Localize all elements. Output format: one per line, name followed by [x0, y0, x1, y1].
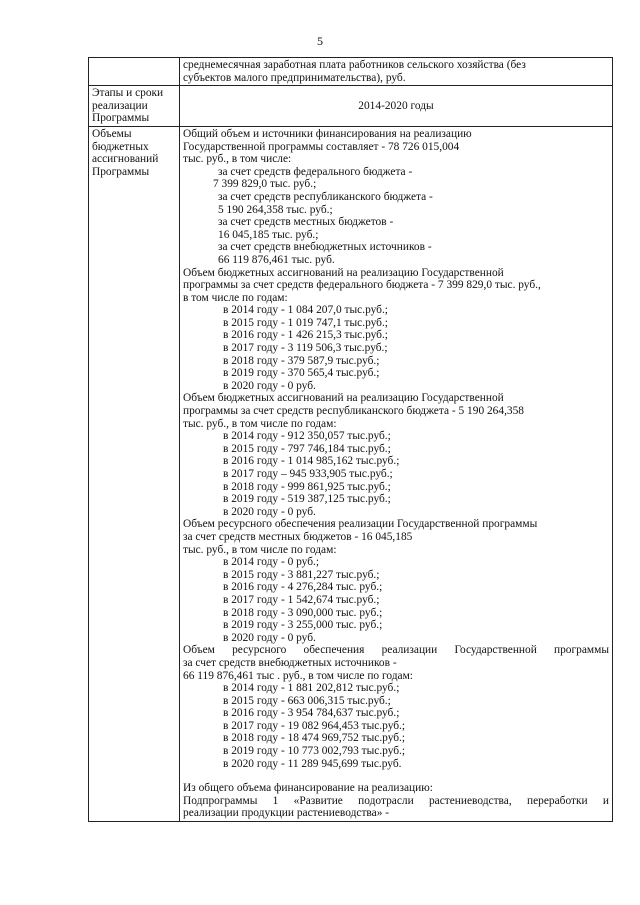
- row-value-funding: [180, 126, 613, 821]
- local-year-line: в 2015 году - 3 881,227 тыс.руб.;: [223, 568, 380, 581]
- republic-year-line: в 2016 году - 1 014 985,162 тыс.руб.;: [223, 455, 400, 468]
- republic-year-line: в 2015 году - 797 746,184 тыс.руб.;: [223, 442, 391, 455]
- program-passport-table: [88, 57, 613, 822]
- text-line: субъектов малого предпринимательства), руб.: [183, 71, 406, 84]
- stages-period: 2014-2020 годы: [358, 99, 434, 112]
- spacer: [183, 770, 609, 782]
- republic-year-line: в 2019 году - 519 387,125 тыс.руб.;: [223, 493, 391, 506]
- table-row-stages: [89, 86, 613, 127]
- label-line: Объемы: [92, 127, 132, 140]
- row-value-stages: [180, 86, 613, 127]
- local-year-line: в 2017 году - 1 542,674 тыс.руб.;: [223, 593, 380, 606]
- source-line: 5 190 264,358 тыс. руб.;: [218, 203, 333, 216]
- extra-year-line: в 2015 году - 663 006,315 тыс.руб.;: [223, 694, 391, 707]
- source-line: 7 399 829,0 тыс. руб.;: [213, 178, 317, 191]
- source-line: за счет средств республиканского бюджета -: [218, 190, 433, 203]
- label-line: Программы: [92, 165, 150, 178]
- text-line: среднемесячная заработная плата работников сельского хозяйства (без: [183, 59, 526, 71]
- row-label-empty: [89, 58, 180, 86]
- label-line: Этапы и сроки: [92, 87, 164, 100]
- federal-year-line: в 2017 году - 3 119 506,3 тыс.руб.;: [223, 342, 388, 355]
- tail-line: реализации продукции растениеводства» -: [183, 807, 390, 820]
- table-row-funding: [89, 126, 613, 821]
- extra-year-line: в 2018 году - 18 474 969,752 тыс.руб.;: [223, 732, 406, 745]
- federal-year-line: в 2019 году - 370 565,4 тыс.руб.;: [223, 367, 380, 380]
- federal-heading-line: в том числе по годам:: [183, 291, 288, 304]
- label-line: реализации: [92, 99, 148, 112]
- federal-heading-line: Объем бюджетных ассигнований на реализацию Государственной: [183, 266, 504, 279]
- tail-line: Из общего объема финансирование на реализацию:: [183, 782, 433, 795]
- extra-year-line: в 2016 году - 3 954 784,637 тыс.руб.;: [223, 707, 400, 720]
- intro-line: Государственной программы составляет - 78 726 015,004: [183, 140, 460, 153]
- local-heading-line: Объем ресурсного обеспечения реализации Государственной программы: [183, 518, 538, 531]
- extra-year-line: в 2017 году - 19 082 964,453 тыс.руб.;: [223, 719, 406, 732]
- local-year-line: в 2019 году - 3 255,000 тыс. руб.;: [223, 619, 383, 632]
- row-value-salary: [180, 58, 613, 86]
- tail-line: Подпрограммы 1 «Развитие подотрасли растениеводства, переработки и: [183, 794, 609, 807]
- table-row-salary: [89, 58, 613, 86]
- extra-year-line: в 2019 году - 10 773 002,793 тыс.руб.;: [223, 745, 406, 758]
- federal-heading-line: программы за счет средств федерального бюджета - 7 399 829,0 тыс. руб.,: [183, 279, 541, 292]
- local-year-line: в 2018 году - 3 090,000 тыс. руб.;: [223, 606, 383, 619]
- source-line: за счет средств местных бюджетов -: [218, 216, 394, 229]
- local-heading-line: тыс. руб., в том числе по годам:: [183, 543, 337, 556]
- label-line: Программы: [92, 112, 150, 125]
- republic-year-line: в 2020 году - 0 руб.: [223, 505, 316, 518]
- republic-year-line: в 2017 году – 945 933,905 тыс.руб.;: [223, 468, 393, 480]
- source-line: 66 119 876,461 тыс. руб.: [218, 253, 335, 266]
- extra-heading-line: Объем ресурсного обеспечения реализации Государственной программы: [183, 644, 609, 657]
- row-label-funding: [89, 126, 180, 821]
- republic-heading-line: Объем бюджетных ассигнований на реализацию Государственной: [183, 392, 504, 405]
- page-number: 5: [317, 34, 323, 48]
- intro-line: тыс. руб., в том числе:: [183, 153, 292, 166]
- federal-year-line: в 2016 году - 1 426 215,3 тыс.руб.;: [223, 329, 388, 342]
- federal-year-line: в 2015 году - 1 019 747,1 тыс.руб.;: [223, 316, 388, 329]
- extra-year-line: в 2014 году - 1 881 202,812 тыс.руб.;: [223, 682, 400, 695]
- local-year-line: в 2014 году - 0 руб.;: [223, 556, 320, 569]
- source-line: 16 045,185 тыс. руб.;: [218, 228, 319, 241]
- republic-heading-line: программы за счет средств республиканского бюджета - 5 190 264,358: [183, 405, 525, 418]
- source-line: за счет средств внебюджетных источников -: [218, 241, 432, 254]
- local-heading-line: за счет средств местных бюджетов - 16 045,185: [183, 530, 413, 543]
- republic-year-line: в 2018 году - 999 861,925 тыс.руб.;: [223, 480, 391, 493]
- label-line: ассигнований: [92, 153, 159, 166]
- local-year-line: в 2020 году - 0 руб.: [223, 631, 316, 644]
- republic-year-line: в 2014 году - 912 350,057 тыс.руб.;: [223, 430, 391, 443]
- federal-year-line: в 2020 году - 0 руб.: [223, 379, 316, 392]
- extra-year-line: в 2020 году - 11 289 945,699 тыс.руб.: [223, 757, 402, 770]
- label-line: бюджетных: [92, 140, 149, 153]
- source-line: за счет средств федерального бюджета -: [218, 165, 413, 178]
- extra-heading-line: 66 119 876,461 тыс . руб., в том числе по годам:: [183, 669, 413, 682]
- local-year-line: в 2016 году - 4 276,284 тыс. руб.;: [223, 581, 383, 594]
- federal-year-line: в 2014 году - 1 084 207,0 тыс.руб.;: [223, 304, 388, 317]
- row-label-stages: [89, 86, 180, 127]
- extra-heading-line: за счет средств внебюджетных источников -: [183, 656, 397, 669]
- intro-line: Общий объем и источники финансирования на реализацию: [183, 127, 472, 140]
- federal-year-line: в 2018 году - 379 587,9 тыс.руб.;: [223, 354, 380, 367]
- republic-heading-line: тыс. руб., в том числе по годам:: [183, 417, 337, 430]
